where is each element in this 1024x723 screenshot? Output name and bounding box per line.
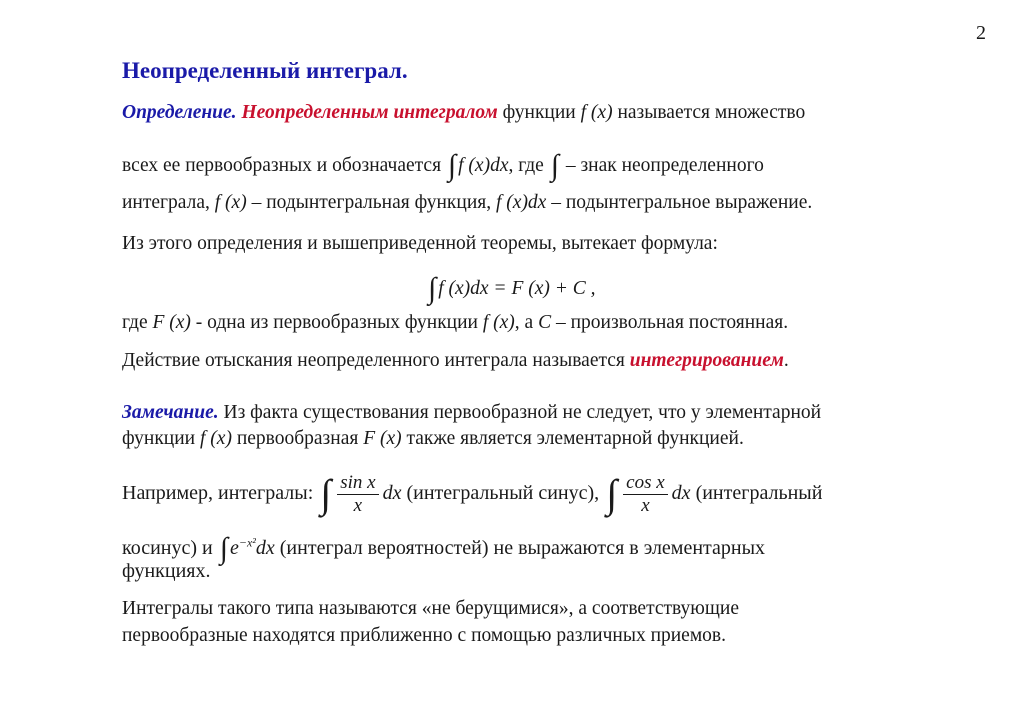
closing-line-2: первообразные находятся приближенно с помощью различных приемов. — [122, 625, 727, 646]
text: первообразная — [236, 428, 359, 449]
math-fx: f (x) — [200, 428, 232, 449]
math-dx: dx — [255, 537, 275, 559]
fraction-cos — [623, 472, 668, 517]
fraction-numerator: cos x — [623, 472, 668, 495]
text: , где — [508, 155, 544, 176]
integral-sign: ∫ — [428, 272, 437, 305]
formula-intro: Из этого определения и вышеприведенной теоремы, вытекает формула: — [122, 233, 718, 254]
remark-line-1 — [122, 402, 821, 424]
text: всех ее первообразных и обозначается — [122, 155, 442, 176]
text: также является элементарной функцией. — [406, 428, 744, 449]
math-e: e — [229, 537, 239, 559]
integral-sign: ∫ — [219, 532, 228, 565]
text: – произвольная постоянная. — [555, 312, 789, 333]
definition-line-1 — [122, 102, 805, 124]
fraction-sin — [337, 472, 378, 517]
closing-line-1: Интегралы такого типа называются «не берущимися», а соответствующие — [122, 598, 739, 619]
math-integrand: f (x)dx — [458, 155, 509, 176]
math-dx: dx — [671, 482, 691, 504]
remark-label: Замечание. — [122, 402, 219, 423]
text: косинус) и — [122, 537, 213, 559]
math-Fx: F (x) — [152, 312, 191, 333]
math-exponent: −x² — [238, 535, 256, 550]
action-line — [122, 350, 789, 372]
text: функции — [502, 102, 576, 123]
text: называется множество — [617, 102, 806, 123]
text: (интегральный — [695, 482, 823, 504]
fraction-denominator: x — [641, 494, 650, 516]
text: (интеграл вероятностей) не выражаются в элементарных — [279, 537, 766, 559]
math-fx: f (x) — [482, 312, 515, 333]
main-formula — [426, 268, 596, 305]
definition-line-3 — [122, 192, 812, 214]
where-line — [122, 312, 788, 334]
math-dx: dx — [382, 482, 402, 504]
math-fxdx: f (x)dx — [496, 192, 547, 213]
integral-sign: ∫ — [320, 471, 332, 516]
text: - одна из первообразных функции — [195, 312, 478, 333]
examples-line — [122, 462, 822, 517]
text: Например, интегралы: — [122, 482, 314, 504]
text: (интегральный синус), — [406, 482, 600, 504]
text: , а — [514, 312, 534, 333]
math-fx: f (x) — [214, 192, 247, 213]
integral-sign: ∫ — [550, 149, 559, 182]
math-formula: f (x)dx = F (x) + C , — [438, 278, 596, 299]
text: Действие отыскания неопределенного интеграла называется — [122, 350, 625, 371]
integration-term: интегрированием — [629, 350, 784, 371]
fraction-denominator: x — [353, 494, 363, 516]
remark-line-2 — [122, 428, 744, 450]
text: функции — [122, 428, 196, 449]
math-C: C — [538, 312, 552, 333]
text: Из факта существования первообразной не следует, что у элементарной — [223, 402, 822, 423]
text: – подынтегральная функция, — [251, 192, 492, 213]
text: – подынтегральное выражение. — [551, 192, 813, 213]
text: . — [783, 350, 789, 371]
text: – знак неопределенного — [565, 155, 764, 176]
definition-label: Определение. — [122, 102, 237, 123]
definition-line-2 — [122, 145, 764, 182]
cosine-line — [122, 528, 766, 565]
page-title: Неопределенный интеграл. — [122, 58, 408, 83]
fraction-numerator: sin x — [337, 472, 378, 495]
integral-sign: ∫ — [447, 149, 457, 182]
integral-sign: ∫ — [606, 471, 618, 516]
math-fx: f (x) — [580, 102, 613, 123]
text: интеграла, — [122, 192, 210, 213]
definition-term: Неопределенным интегралом — [241, 102, 498, 123]
text: где — [122, 312, 148, 333]
math-Fx: F (x) — [363, 428, 402, 449]
functions-line: функциях. — [122, 560, 211, 582]
page-number: 2 — [976, 22, 986, 44]
